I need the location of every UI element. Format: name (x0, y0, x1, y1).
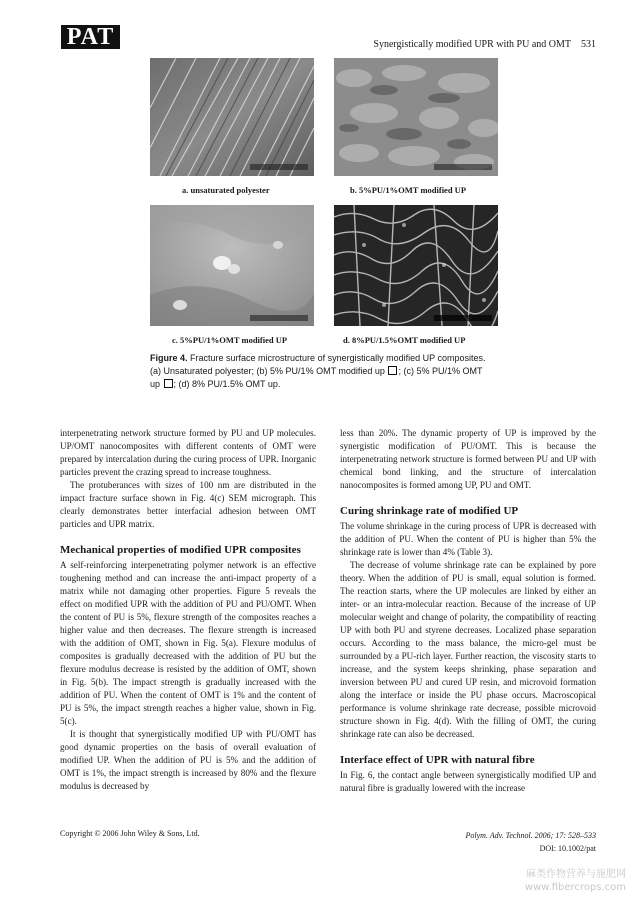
panel-d-caption: d. 8%PU/1.5%OMT modified UP (343, 335, 466, 345)
micrograph-c (150, 205, 314, 326)
figure-caption-line2: (a) Unsaturated polyester; (b) 5% PU/1% OMT modified up (150, 366, 385, 376)
right-column (340, 427, 596, 795)
panel-a-caption: a. unsaturated polyester (182, 185, 270, 195)
watermark (525, 868, 626, 894)
watermark-line2: www.fibercrops.com (524, 882, 626, 893)
section-heading: Curing shrinkage rate of modified UP (340, 505, 519, 517)
page-number: 531 (581, 39, 596, 50)
section-heading: Mechanical properties of modified UPR composites (60, 544, 301, 556)
square-symbol-icon (164, 379, 173, 388)
doi: DOI: 10.1002/pat (539, 844, 596, 853)
panel-b-caption: b. 5%PU/1%OMT modified UP (350, 185, 467, 195)
running-title: Synergistically modified UPR with PU and OMT (373, 39, 571, 50)
paragraph: The volume shrinkage in the curing process of UPR is decreased with the addition of PU. When the content of PU is higher than 5% the shrinkage rate is lower than 4% (Table 3). (340, 521, 596, 557)
figure-caption (150, 352, 520, 391)
paragraph: A self-reinforcing interpenetrating polymer network is an effective toughening method and can increase the anti-impact property of a matrix while not damaging other properties. Figure 5 reveals the effect on modified UPR with the addition of PU and PU/OMT. When the content of PU is 5%, flexure strength of the composites reaches a higher value and then decreases. The flexure strength is increased with the addition of OMT, shown in Fig. 5(a). Flexure modulus of composites is gradually decreased with the addition of PU but the flexure modulus decrease is resisted by the addition of OMT, shown in Fig. 5(b). The impact strength is gradually increased with the addition of PU. When the content of OMT is 1% and the content of PU is 5%, the impact strength reaches a higher value, shown in Fig. 5(c). (60, 560, 316, 726)
micrograph-d (334, 205, 498, 326)
journal-logo: PAT (61, 25, 120, 49)
paragraph: It is thought that synergistically modified UP with PU/OMT has good dynamic properties on the basis of overall evaluation of modified UP. When the addition of PU is 5% and the addition of OMT is 1%, the impact strength is increased by 80% and the flexure modulus is decreased by (60, 729, 316, 791)
left-column (60, 427, 316, 793)
citation-block (465, 829, 596, 855)
paragraph: In Fig. 6, the contact angle between synergistically modified UP and natural fibre is gradually lowered with the increase (340, 770, 596, 793)
figure-caption-line3: ; (c) 5% PU/1% OMT (398, 366, 483, 376)
figure-caption-line1: Fracture surface microstructure of synergistically modified UP composites. (190, 353, 486, 363)
section-heading: Interface effect of UPR with natural fibre (340, 754, 535, 766)
square-symbol-icon (388, 366, 397, 375)
micrograph-b (334, 58, 498, 176)
figure-caption-line4: up (150, 379, 161, 389)
micrograph-a (150, 58, 314, 176)
figure-caption-line5: ; (d) 8% PU/1.5% OMT up. (173, 379, 281, 389)
copyright-notice: Copyright © 2006 John Wiley & Sons, Ltd. (60, 829, 200, 838)
paragraph: The protuberances with sizes of 100 nm are distributed in the impact fracture surface shown in Fig. 4(c) SEM micrograph. This clearly demonstrates better interfacial adhesion between OMT particles and UPR matrix. (60, 480, 316, 529)
paragraph: interpenetrating network structure formed by PU and UP molecules. UP/OMT nanocomposites with different contents of OMT were prepared by intercalation during the curing process of UPR. Inorganic particles prevent the crazing spread to increase toughness. (60, 428, 316, 477)
journal-citation: Polym. Adv. Technol. 2006; 17: 528–533 (465, 831, 596, 840)
watermark-line1: 麻类作物营养与施肥网 (526, 869, 626, 880)
figure-caption-label: Figure 4. (150, 353, 188, 363)
panel-c-caption: c. 5%PU/1%OMT modified UP (172, 335, 288, 345)
paragraph: The decrease of volume shrinkage rate can be explained by pore theory. When the addition of PU is small, equal solution is formed. The reaction starts, where the UP molecules are linked by either an inter- or an intra-molecular reaction. Because of the increase of UP molecular weight and change of polarity, the compatibility of reacting UP with both PU and styrene decreases. Localized phase separation occurs. According to the mass balance, the micro-gel must be surrounded by a PU-rich layer. Further reaction, the viscosity starts to increase, and the system keeps shrinking, phase separation and inversion between PU and cured UP resin, and microvoid formation along the interface or inside the PU phase occurs. Macroscopical performance is volume shrinkage rate decrease, possible microvoid structure shown in Fig. 4(d). With the filling of OMT, the curing shrinkage rate can also be decreased. (340, 560, 596, 739)
running-head (373, 39, 596, 50)
paragraph: less than 20%. The dynamic property of UP is improved by the synergistic modification of PU/OMT. This is because the interpenetrating network structure is formed between PU and UP with chemical bond linking, and the structure of intercalation nanocomposites is formed among UP, PU and OMT. (340, 428, 596, 490)
